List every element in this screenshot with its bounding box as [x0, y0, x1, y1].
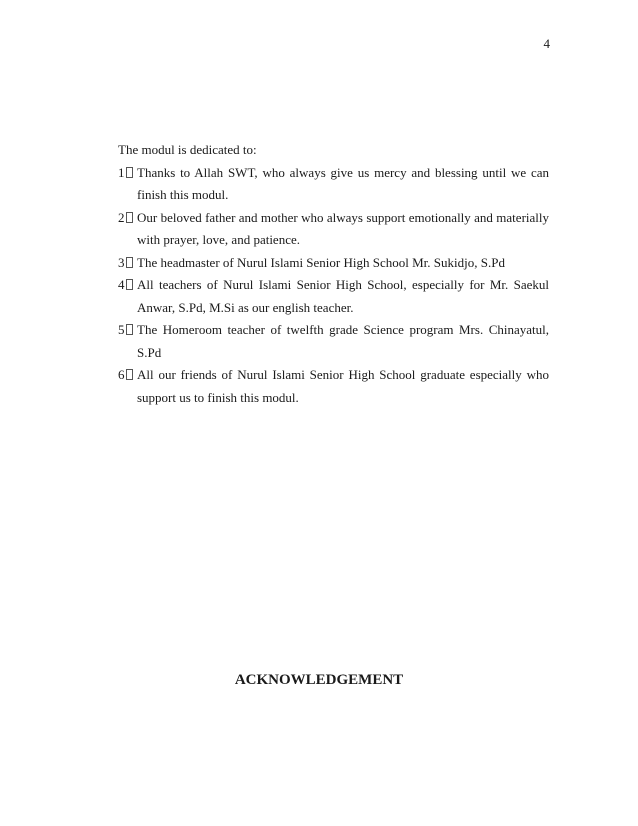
dedication-list [118, 162, 549, 410]
list-item [118, 274, 549, 319]
list-marker [118, 319, 137, 342]
bullet-box-icon [126, 167, 133, 178]
list-item [118, 162, 549, 207]
item-number: 4 [118, 277, 125, 292]
item-number: 5 [118, 322, 125, 337]
item-text: The Homeroom teacher of twelfth grade Science program Mrs. Chinayatul, S.Pd [137, 322, 549, 360]
bullet-box-icon [126, 212, 133, 223]
item-number: 2 [118, 209, 125, 225]
list-marker [118, 252, 137, 275]
dedication-section [118, 139, 549, 409]
acknowledgement-heading: ACKNOWLEDGEMENT [234, 672, 404, 688]
dedication-intro: The modul is dedicated to: [118, 142, 257, 157]
bullet-box-icon [126, 324, 133, 335]
list-item [118, 252, 549, 275]
item-text: All teachers of Nurul Islami Senior High School, especially for Mr. Saekul Anwar, S.Pd, M.Si as our english teacher. [137, 277, 549, 315]
list-item [118, 364, 549, 409]
bullet-box-icon [126, 257, 133, 268]
item-text: All our friends of Nurul Islami Senior High School graduate especially who support us to finish this modul. [137, 367, 549, 405]
item-number: 3 [118, 254, 125, 270]
list-marker [118, 274, 137, 297]
list-marker [118, 364, 137, 387]
page-number: 4 [543, 36, 550, 51]
item-text: Our beloved father and mother who always support emotionally and materially with prayer, love, and patience. [137, 209, 549, 247]
item-text: Thanks to Allah SWT, who always give us mercy and blessing until we can finish this modul. [137, 164, 549, 202]
item-text: The headmaster of Nurul Islami Senior High School Mr. Sukidjo, S.Pd [137, 254, 505, 270]
list-marker [118, 162, 137, 185]
bullet-box-icon [126, 279, 133, 290]
item-number: 1 [118, 164, 125, 180]
list-item [118, 319, 549, 364]
list-item [118, 207, 549, 252]
list-marker [118, 207, 137, 230]
item-number: 6 [118, 367, 125, 382]
bullet-box-icon [126, 369, 133, 380]
